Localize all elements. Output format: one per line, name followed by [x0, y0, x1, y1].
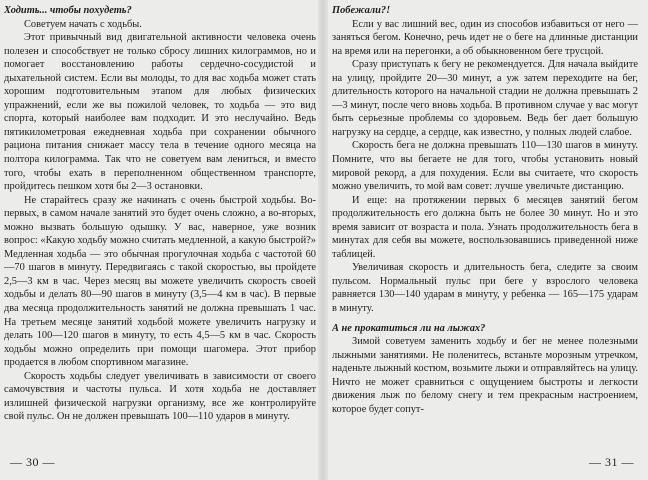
left-page-text — [4, 4, 316, 424]
right-page-text — [332, 4, 638, 416]
paragraph: Зимой советуем заменить ходьбу и бег не менее полезными лыжными занятиями. Не поленитесь, встаньте морозным утречком, наденьте лыжный костюм, возьмите лыжи и отправляйтесь на улицу. Ничто не может сравниться с ощущением быстроты и легкости движения лыж по белому снегу и тем прекрасным настроением, которое будет сопут- — [332, 336, 638, 415]
paragraph: Увеличивая скорость и длительность бега, следите за своим пульсом. Нормальный пульс при беге у взрослого человека равняется 130—140 ударам в минуту, у ребенка — 165—175 ударам в минуту. — [332, 262, 638, 315]
paragraph: Скорость ходьбы следует увеличивать в зависимости от своего самочувствия и частоты пульса. И хотя ходьба не доставляет излишней физической нагрузки организму, все же контролируйте свой пульс. Он не должен превышать 100—110 ударов в минуту. — [4, 370, 316, 423]
paragraph: Если у вас лишний вес, один из способов избавиться от него — заняться бегом. Конечно, речь идет не о беге на длинные дистанции на время или на перегонки, а об обыкновенном беге трусцой. — [332, 18, 638, 57]
section-heading-skiing: А не прокатиться ли на лыжах? — [332, 322, 486, 334]
paragraph: И еще: на протяжении первых 6 месяцев занятий бегом продолжительность его должна быть не более 30 минут. Но и это время зависит от возраста и пола. Узнать продолжительность бега в минутах для себя вы можете, воспользовавшись приведенной ниже таблицей. — [332, 194, 638, 260]
book-gutter — [318, 0, 328, 480]
left-page — [4, 0, 316, 480]
paragraph: Этот привычный вид двигательной активности человека очень полезен и способствует не только сбросу лишних килограммов, но и помогает восстановлению работы сердечно-сосудистой и дыхательной систем. Если вы молоды, то для вас ходьба может стать хорошим подготовительным этапом для любых физических упражнений, если же вы пожилой человек, то ходьба — это вид спорта, который наиболее вам подходит. И это неслучайно. Ведь пятикилометровая ежедневная ходьба при сохранении обычного рациона питания снижает массу тела в течение одного месяца на полтора килограмма. Так что не советуем вам лениться, и вместо того, чтобы ехать в переполненном общественном транспорте, пройдитесь пешком хотя бы 2—3 остановки. — [4, 32, 316, 193]
section-heading-running: Побежали?! — [332, 5, 391, 16]
right-page — [332, 0, 638, 480]
section-heading-walking: Ходить... чтобы похудеть? — [4, 5, 132, 16]
page-number-right: — 31 — — [589, 455, 634, 469]
paragraph: Сразу приступать к бегу не рекомендуется. Для начала выйдите на улицу, пройдите 20—30 минут, а уж затем переходите на бег, длительность которого на начальной стадии не должна превышать 2—3 минут, после чего вновь ходьба. В противном случае у вас могут быть серьезные проблемы со здоровьем. Ведь бег дает большую нагрузку на сердце, а сердце, как известно, у полных людей слабое. — [332, 59, 638, 138]
paragraph: Советуем начать с ходьбы. — [24, 18, 142, 30]
paragraph: Скорость бега не должна превышать 110—130 шагов в минуту. Помните, что вы бегаете не для того, чтобы установить новый мировой рекорд, а для похудения. Если вы считаете, что скорость можно увеличить, то мой вам совет: лучше увеличьте дистанцию. — [332, 140, 638, 193]
paragraph: Не старайтесь сразу же начинать с очень быстрой ходьбы. Во-первых, в самом начале занятий это будет очень сложно, а во-вторых, можно вызвать большую одышку. У вас, наверное, уже возник вопрос: «Какую ходьбу можно считать медленной, а какую быстрой?» Медленная ходьба — это обычная прогулочная ходьба с частотой 60—70 шагов в минуту. Передвигаясь с такой скоростью, вы пройдете 2,5—3 км в час. Через месяц вы можете увеличить скорость своей ходьбы и делать 80—90 шагов в минуту (3,5—4 км в час). В первые два месяца продолжительность занятий не должна превышать 1 час. На третьем месяце занятий ходьбой можете увеличить нагрузку и делать 100—120 шагов в минуту, то есть 4,5—5 км в час. Скорость ходьбы можно определить при помощи шагомера. Этот прибор продается в любом спортивном магазине. — [4, 194, 316, 369]
page-number-left: — 30 — — [10, 455, 55, 469]
